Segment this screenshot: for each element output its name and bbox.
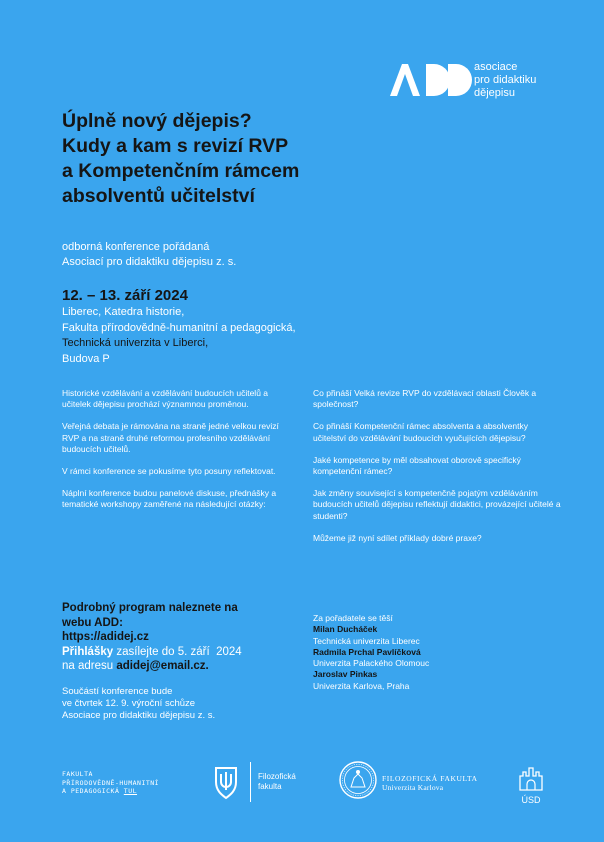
charles-university-seal-icon	[338, 760, 378, 800]
tul-faculty-logo	[62, 770, 159, 796]
annual-line: Asociace pro didaktiku dějepisu z. s.	[62, 710, 216, 721]
organizer-affiliation: Technická univerzita Liberec	[313, 635, 420, 646]
org-line: dějepisu	[474, 87, 515, 99]
org-line: pro didaktiku	[474, 74, 537, 86]
venue-line: Budova P	[62, 352, 110, 365]
organizer-affiliation: Univerzita Palackého Olomouc	[313, 658, 430, 669]
intro-paragraph: V rámci konference se pokusíme tyto posuny reflektovat.	[62, 466, 276, 477]
registration-deadline: zasílejte do 5. září 2024	[113, 645, 242, 658]
org-line: asociace	[474, 61, 518, 73]
venue-line: Liberec, Katedra historie,	[62, 306, 185, 318]
subtitle-line: odborná konference pořádaná	[62, 241, 210, 253]
website-link[interactable]: https://adidej.cz	[62, 631, 149, 643]
intro-paragraph: Náplní konference budou panelové diskuse, přednášky a tematické workshopy zaměřené na následující otázky:	[62, 488, 277, 510]
title-line: a Kompetenčním rámcem	[62, 160, 300, 182]
program-line: webu ADD:	[62, 616, 123, 629]
tul-line: PŘÍRODOVĚDNĚ-HUMANITNÍ	[62, 778, 160, 787]
annual-line: ve čtvrtek 12. 9. výroční schůze	[62, 698, 196, 709]
divider	[250, 762, 251, 802]
organizers	[313, 613, 429, 692]
annual-meeting-note	[62, 686, 215, 722]
program-info	[62, 601, 242, 674]
email-link[interactable]: adidej@email.cz.	[116, 660, 209, 672]
question-item: Co přináší Velká revize RVP do vzdělávací oblasti Člověk a společnost?	[313, 388, 537, 410]
venue-line: Technická univerzita v Liberci,	[62, 337, 209, 349]
subtitle-line: Asociací pro didaktiku dějepisu z. s.	[62, 256, 237, 268]
title-line: Úplně nový dějepis?	[62, 110, 252, 132]
org-name	[474, 61, 536, 100]
ff-line: Filozofická	[258, 772, 296, 781]
question-item: Jaké kompetence by měl obsahovat oborově specifický kompetenční rámec?	[313, 454, 521, 477]
tul-line: A PEDAGOGICKÁ	[62, 787, 120, 795]
conference-dates: 12. – 13. září 2024	[62, 287, 188, 304]
intro-text	[62, 388, 294, 522]
subtitle	[62, 240, 236, 270]
tul-mark: TUL	[123, 787, 138, 795]
ffuk-logo	[382, 774, 478, 792]
registration-label: Přihlášky	[62, 645, 114, 658]
page-title	[62, 109, 299, 209]
program-line: Podrobný program naleznete na	[62, 602, 238, 614]
ffuk-line: FILOZOFICKÁ FAKULTA	[382, 774, 478, 783]
venue-line: Fakulta přírodovědně-humanitní a pedagogická,	[62, 321, 296, 334]
intro-paragraph: Historické vzdělávání a vzdělávání budoucích učitelů a učitelek dějepisu prochází významnou proměnou.	[62, 388, 269, 410]
question-item: Jak změny související s kompetenčně pojatým vzděláváním budoucích učitelů dějepisu reflektují didaktici, provázející učitelé a studenti?	[313, 488, 561, 521]
question-item: Můžeme již nyní sdílet příklady dobré praxe?	[313, 532, 482, 543]
organizer-name: Jaroslav Pinkas	[313, 669, 378, 680]
questions	[313, 388, 563, 555]
organizer-name: Milan Ducháček	[313, 624, 378, 635]
usd-label: ÚSD	[521, 795, 541, 805]
title-line: Kudy a kam s revizí RVP	[62, 135, 289, 157]
ff-line: fakulta	[258, 782, 282, 791]
upol-ff-logo	[258, 772, 296, 792]
organizer-name: Radmila Prchal Pavlíčková	[313, 646, 421, 657]
question-item: Co přináší Kompetenční rámec absolventa a absolventky učitelství do vzdělávání budoucích vyučujících dějepisu?	[313, 421, 528, 443]
annual-line: Součástí konference bude	[62, 686, 173, 697]
organizer-affiliation: Univerzita Karlova, Praha	[313, 680, 410, 691]
title-line: absolventů učitelství	[62, 185, 255, 207]
address-prefix: na adresu	[62, 660, 117, 672]
usd-logo-icon	[516, 760, 546, 806]
intro-paragraph: Veřejná debata je rámována na straně jedné velkou revizí RVP a na straně druhé reformou profesního vzdělávání budoucích učitelů.	[62, 421, 279, 454]
venue	[62, 305, 296, 367]
tul-line: FAKULTA	[62, 770, 93, 778]
ffuk-line: Univerzita Karlova	[382, 783, 444, 792]
organizers-intro: Za pořadatele se těší	[313, 613, 393, 623]
upol-shield-icon	[213, 764, 239, 800]
